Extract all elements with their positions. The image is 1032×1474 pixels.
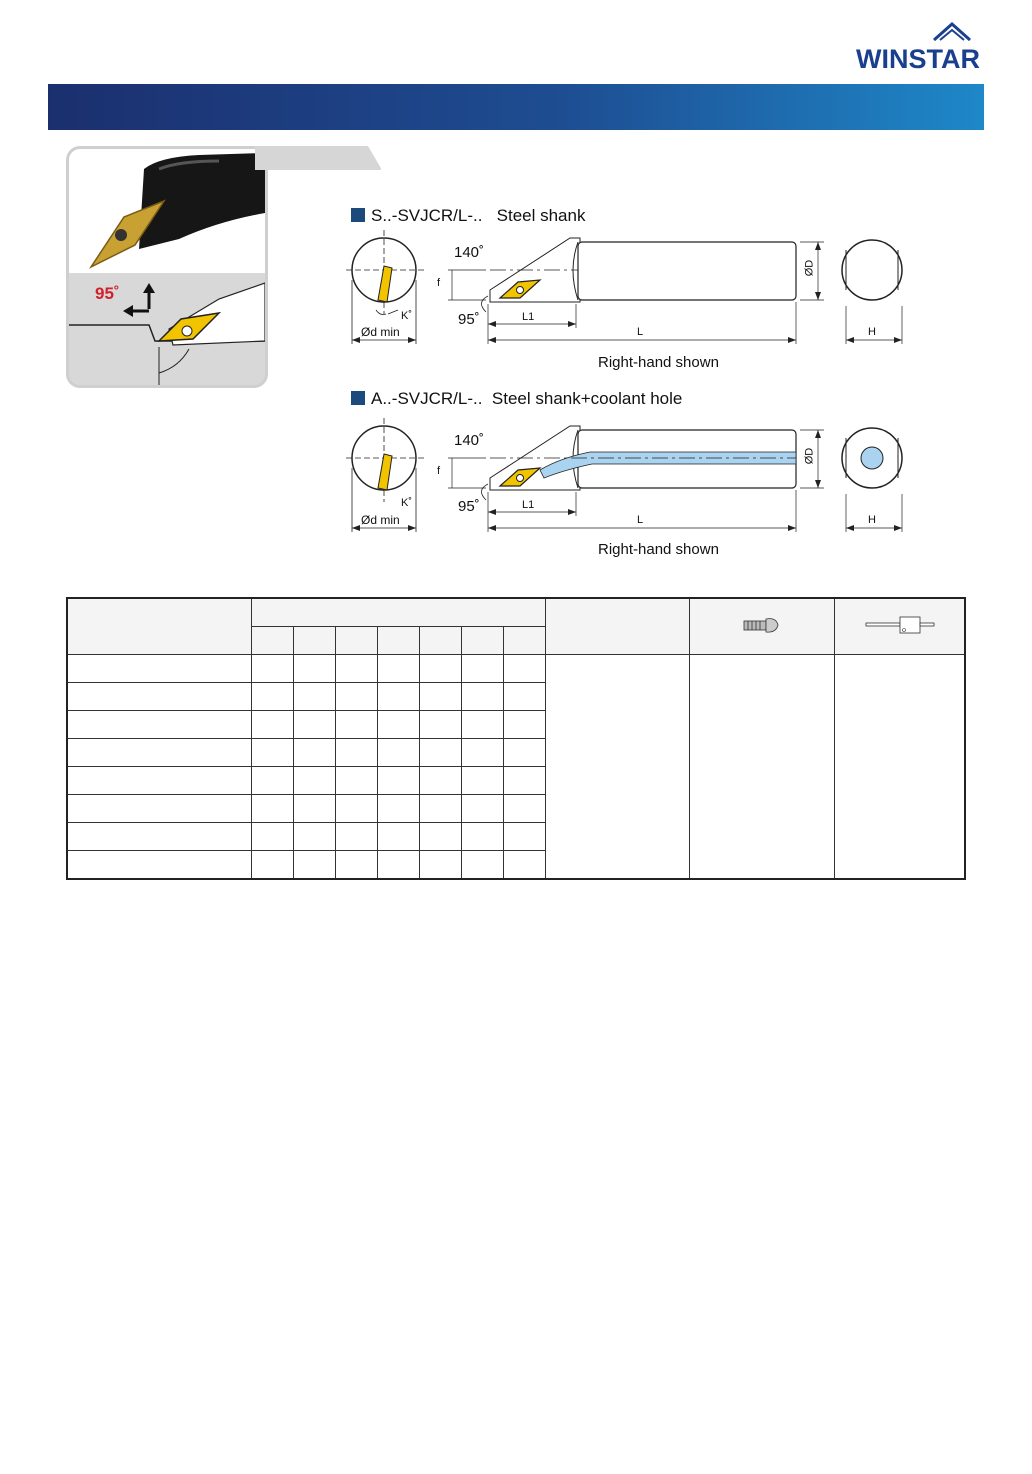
dimension-cell <box>335 711 377 739</box>
dimension-cell <box>251 851 293 880</box>
dimension-cell <box>251 767 293 795</box>
wrench-cell <box>835 655 965 880</box>
section1-caption: Right-hand shown <box>598 354 719 371</box>
header-tab-strip <box>255 146 381 170</box>
dimension-cell <box>335 683 377 711</box>
section2-label: A..-SVJCR/L-.. Steel shank+coolant hole <box>371 389 683 408</box>
dimension-cell <box>461 851 503 880</box>
designation-cell <box>67 767 251 795</box>
subheader-cell <box>335 627 377 655</box>
dimension-cell <box>335 823 377 851</box>
dimension-cell <box>335 795 377 823</box>
subheader-cell <box>503 627 545 655</box>
dimension-cell <box>461 795 503 823</box>
designation-cell <box>67 795 251 823</box>
section2-heading <box>351 389 682 409</box>
subheader-cell <box>419 627 461 655</box>
section2-l-label: L <box>637 514 644 526</box>
header-insert-cell <box>545 598 689 655</box>
section2-caption: Right-hand shown <box>598 541 719 558</box>
wrench-icon <box>864 614 936 636</box>
dimension-cell <box>335 655 377 683</box>
dimension-cell <box>377 683 419 711</box>
dimension-cell <box>503 795 545 823</box>
designation-cell <box>67 823 251 851</box>
section1-f-label: f <box>437 277 441 289</box>
tool-illustration <box>69 149 265 385</box>
dimension-cell <box>503 655 545 683</box>
dimension-cell <box>293 851 335 880</box>
dimension-cell <box>251 823 293 851</box>
dimension-cell <box>293 739 335 767</box>
header-screw-cell <box>690 598 835 655</box>
section1-heading <box>351 206 585 226</box>
dimension-cell <box>377 739 419 767</box>
section1-od-label: ØD <box>803 259 816 277</box>
section1-k-label: K˚ <box>401 310 412 322</box>
section1-square-icon <box>351 208 365 222</box>
dimension-cell <box>503 851 545 880</box>
dimension-cell <box>335 767 377 795</box>
spec-table <box>66 597 966 880</box>
dimension-cell <box>335 739 377 767</box>
dimension-cell <box>461 655 503 683</box>
dimension-cell <box>461 711 503 739</box>
dimension-cell <box>503 711 545 739</box>
product-photo-panel <box>66 146 268 388</box>
dimension-cell <box>377 711 419 739</box>
dimension-cell <box>377 655 419 683</box>
dimension-cell <box>335 851 377 880</box>
dimension-cell <box>461 823 503 851</box>
angle-label: 95˚ <box>95 284 120 303</box>
section2-dmin-label: Ød min <box>361 513 400 527</box>
dimension-cell <box>377 851 419 880</box>
section2-od-label: ØD <box>803 447 816 465</box>
dimension-cell <box>419 795 461 823</box>
section2-f-label: f <box>437 465 441 477</box>
section1-l1-label: L1 <box>522 311 535 323</box>
dimension-cell <box>419 767 461 795</box>
dimension-cell <box>251 655 293 683</box>
dimension-cell <box>503 683 545 711</box>
dimension-cell <box>377 795 419 823</box>
section1-l-label: L <box>637 326 644 338</box>
brand-name: WINSTAR <box>856 44 980 74</box>
dimension-cell <box>377 767 419 795</box>
dimension-cell <box>461 767 503 795</box>
section2-l1-label: L1 <box>522 499 535 511</box>
dimension-cell <box>419 851 461 880</box>
table-row <box>67 655 965 683</box>
dimension-cell <box>293 711 335 739</box>
section2-square-icon <box>351 391 365 405</box>
section2-angle-top: 140˚ <box>454 432 485 449</box>
subheader-cell <box>461 627 503 655</box>
subheader-cell <box>251 627 293 655</box>
screw-icon <box>742 615 782 635</box>
dimension-cell <box>419 823 461 851</box>
dimension-cell <box>293 795 335 823</box>
dimension-cell <box>461 683 503 711</box>
subheader-cell <box>293 627 335 655</box>
designation-cell <box>67 655 251 683</box>
section1-h-label: H <box>868 326 876 338</box>
dimension-cell <box>251 711 293 739</box>
section2-h-label: H <box>868 514 876 526</box>
dimension-cell <box>419 739 461 767</box>
dimension-cell <box>293 767 335 795</box>
title-bar <box>48 84 984 130</box>
dimension-cell <box>251 739 293 767</box>
dimension-cell <box>377 823 419 851</box>
dimension-cell <box>419 683 461 711</box>
dimension-cell <box>461 739 503 767</box>
screw-cell <box>690 655 835 880</box>
section2-drawing <box>340 418 920 542</box>
insert-cell <box>545 655 689 880</box>
section2-angle-bottom: 95˚ <box>458 498 480 515</box>
header-designation-cell <box>67 598 251 655</box>
section2-k-label: K˚ <box>401 497 412 509</box>
dimension-cell <box>293 655 335 683</box>
dimension-cell <box>293 823 335 851</box>
dimension-cell <box>503 823 545 851</box>
dimension-cell <box>419 711 461 739</box>
dimension-cell <box>419 655 461 683</box>
dimension-cell <box>293 683 335 711</box>
dimension-cell <box>503 767 545 795</box>
section1-angle-bottom: 95˚ <box>458 311 480 328</box>
section1-drawing <box>340 230 920 354</box>
header-wrench-cell <box>835 598 965 655</box>
section1-label: S..-SVJCR/L-.. Steel shank <box>371 206 586 225</box>
section1-dmin-label: Ød min <box>361 325 400 339</box>
designation-cell <box>67 711 251 739</box>
designation-cell <box>67 739 251 767</box>
brand-logo <box>848 18 988 76</box>
dimension-cell <box>251 683 293 711</box>
section1-angle-top: 140˚ <box>454 244 485 261</box>
header-dimensions-cell <box>251 598 545 627</box>
designation-cell <box>67 851 251 880</box>
table-header-row <box>67 598 965 627</box>
dimension-cell <box>503 739 545 767</box>
subheader-cell <box>377 627 419 655</box>
dimension-cell <box>251 795 293 823</box>
designation-cell <box>67 683 251 711</box>
